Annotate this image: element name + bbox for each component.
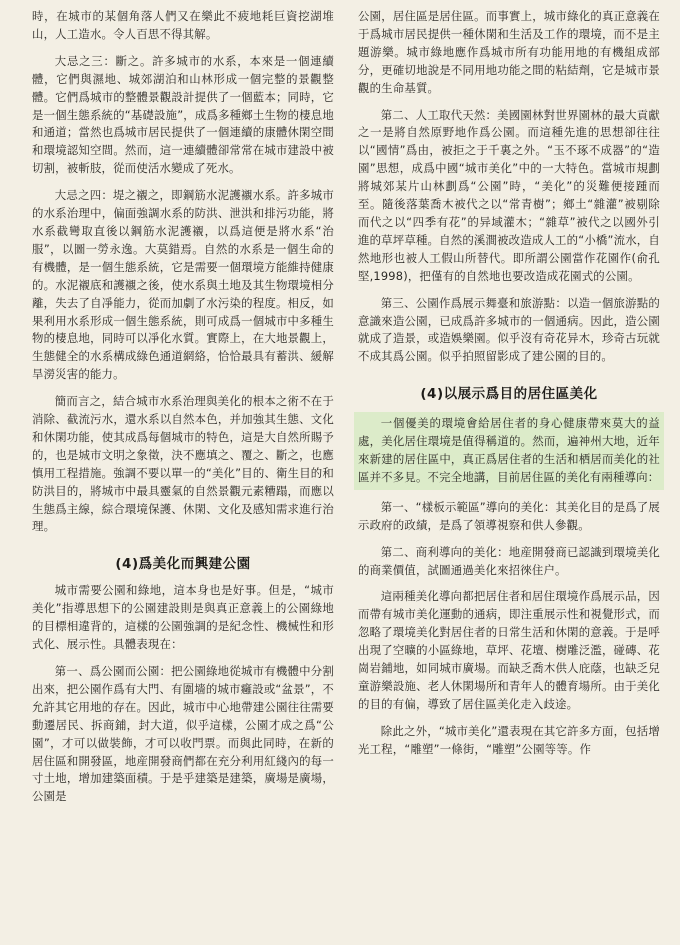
left-column: [32, 8, 334, 945]
paragraph: 大忌之三：斷之。許多城市的水系，本來是一個連續體，它們與濕地、城郊湖泊和山林形成一個完整的景觀整體。它們爲城市的整體景觀設計提供了一個藍本；同時，它是一個生態系統的“基礎設施”，成爲多種鄉土生物的棲息地和通道；當然也爲城市居民提供了一個連續的康體休閑空間和環境認知空間。然而，這一連續體卻常常在城市建設中被切割，被斬肢，從而使活水變成了死水。: [32, 53, 334, 176]
highlighted-paragraph: 一個優美的環境會給居住者的身心健康帶來莫大的益處，美化居住環境是值得稱道的。然而，遍神州大地，近年來新建的居住區中，真正爲居住者的生活和栖居而美化的社區并不多見。不完全地講，目前居住區的美化有兩種導向：: [354, 412, 664, 490]
paragraph: 時，在城市的某個角落人們又在樂此不疲地耗巨資挖湖堆山，人工造水。令人百思不得其解。: [32, 9, 334, 41]
paragraph: 簡而言之，結合城市水系治理與美化的根本之術不在于消除、截流污水，還水系以自然本色，并加強其生態、文化和休閑功能，使其成爲每個城市的特色，這是大自然所賜予的，也是城市文明之象徵，決不應填之、覆之、斷之，也應慎用工程措施。強調不要以單一的“美化”目的、衛生目的和防洪目的，將城市中最具靈氣的自然景觀元素糟蹋，而應以生態爲主線，綜合環境保護、休閑、文化及感知需求進行治理。: [32, 394, 334, 534]
right-column: [358, 8, 660, 945]
paragraph: 除此之外，“城市美化”還表現在其它許多方面，包括增光工程，“雕塑”一條街，“雕塑”公園等等。作: [358, 723, 660, 756]
paragraph: 第二、人工取代天然：美國園林對世界園林的最大貢獻之一是將自然原野地作爲公園。而這種先進的思想卻往往以“國情”爲由，被拒之于千裏之外。“玉不琢不成器”的“造園”思想，成爲中國“城市美化”中的一大特色。當城市規劃將城郊某片山林劃爲“公園”時，“美化”的災難便接踵而至。隨後落葉喬木被代之以“常青樹”；鄉土“雜灌”被剔除而代之以“四季有花”的异域灌木；“雜草”被代之以國外引進的草坪草種。自然的溪澗被改造成人工的“小橋”流水，自然地形也被人工假山所替代。即所謂公園當作花園作(俞孔堅,1998)，把僅有的自然地也要改造成花園式的公園。: [358, 107, 660, 283]
paragraph: 第一、“樣板示範區”導向的美化：其美化目的是爲了展示政府的政績，是爲了領導視察和供人參觀。: [358, 499, 660, 532]
paragraph: 大忌之四：堤之襯之，即鋼筋水泥護襯水系。許多城市的水系治理中，偏面強調水系的防洪、泄洪和排污功能，將水系截彎取直後以鋼筋水泥護襯，以爲這便是將水系“治服”，以圖一勞永逸。大莫錯焉。自然的水系是一個生命的有機體，是一個生態系統，它是需要一個環境方能維持健康的。水泥襯底和護襯之後，使水系與土地及其生物環境相分離，失去了自凈能力，從而加劇了水污染的程度。相反，如果利用水系形成一個生態系統，則可成爲一個城市中多種生物的棲息地，同時可以凈化水質。實際上，在大地景觀上，生態健全的水系構成綠色通道網絡，恰恰最具有蓄洪、緩解旱澇災害的能力。: [32, 188, 334, 382]
paragraph: 第二、商利導向的美化：地産開發商已認識到環境美化的商業價值，試圖通過美化來招徠住户。: [358, 544, 660, 577]
paragraph: 第一、爲公園而公園：把公園綠地從城市有機體中分割出來，把公園作爲有大門、有圍墻的城市癰設或“盆景”，不允許其它用地的存在。因此，城市中心地帶建公園往往需要動遷居民、拆商鋪，封大道，似乎這樣，公園才成之爲“公園”，才可以做裝飾，才可以收門票。而與此同時，在新的居住區和開發區，地産開發商們都在充分利用紅綫內的每一寸土地，增加建築面積。于是乎建築是建築，廣場是廣場，公園是: [32, 664, 334, 804]
paragraph: 公園，居住區是居住區。而事實上，城市綠化的真正意義在于爲城市居民提供一種休閑和生活及工作的環境，而不是主題游樂。城市綠地應作爲城市所有功能用地的有機組成部分，更確切地說是不同用地功能之間的粘結劑，它是城市景觀的生命基質。: [358, 9, 660, 95]
section-heading: (4)以展示爲目的居住區美化: [420, 386, 598, 403]
section-heading: (4)爲美化而興建公園: [115, 556, 251, 573]
paragraph: 這兩種美化導向都把居住者和居住環境作爲展示品，因而帶有城市美化運動的通病，即注重展示性和視覺形式，而忽略了環境美化對居住者的日常生活和休閑的意義。于是呼出現了空曠的小區綠地，草坪、花壇、樹雕泛濫，碰磚、花崗岩鋪地，如同城市廣場。而缺乏喬木供人庇蔭，也缺乏兒童游樂設施、老人休閑場所和青年人的體育場所。由于美化的目的有偏，導致了居住區美化走入歧途。: [358, 589, 660, 711]
paragraph: 第三、公園作爲展示舞臺和旅游點：以造一個旅游點的意識來造公園，已成爲許多城市的一個通病。因此，造公園就成了造景，或造娛樂園。似乎沒有奇花异木，珍奇古玩就不成其爲公園。似乎拍照留影成了建公園的目的。: [358, 295, 660, 364]
paragraph: 城市需要公園和綠地，這本身也是好事。但是，“城市美化”指導思想下的公園建設則是與真正意義上的公園綠地的目標相違背的，這樣的公園強調的是紀念性、機械性和形式化、展示性。具體表現在：: [32, 583, 334, 652]
